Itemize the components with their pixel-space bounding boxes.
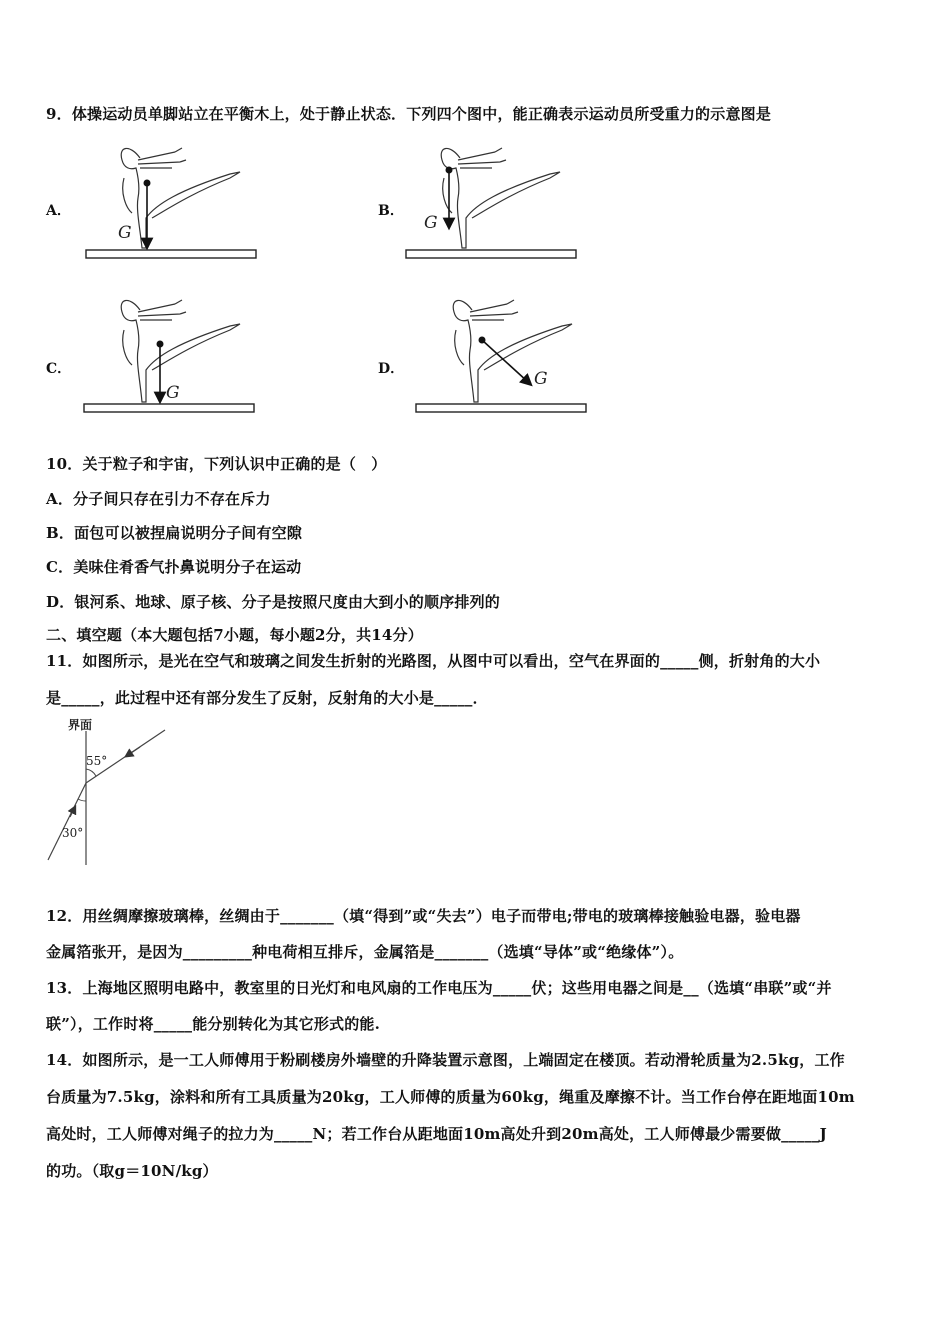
q9-stem: 9．体操运动员单脚站立在平衡木上，处于静止状态．下列四个图中，能正确表示运动员所受重力的示意图是 [46,105,772,123]
q11-line-2: 是_____，此过程中还有部分发生了反射，反射角的大小是_____． [46,689,488,707]
lower-ray [48,783,86,860]
q13-line-2: 联”），工作时将_____能分别转化为其它形式的能. [46,1015,381,1033]
section-heading: 二、填空题（本大题包括7小题，每小题2分，共14分） [46,626,423,644]
q10-option-a: A．分子间只存在引力不存在斥力 [46,490,271,508]
force-label-a: G [118,223,132,243]
angle-55-label: 55° [86,754,108,768]
q10-option-c: C．美味住肴香气扑鼻说明分子在运动 [46,558,302,576]
q14-line-3: 高处时，工人师傅对绳子的拉力为_____N；若工作台从距地面10m高处升到20m高处，工人师傅最少需要做_____J [46,1125,827,1143]
q12-line-2: 金属箔张开，是因为_________种电荷相互排斥，金属箔是_______（选填“导体”或“绝缘体”）。 [46,943,684,961]
gymnast-figure-d [412,290,592,418]
q10-stem: 10．关于粒子和宇宙，下列认识中正确的是（ ） [46,455,387,473]
q9-option-b-label: B． [378,203,404,219]
q9-option-a-label: A． [46,203,71,219]
q9-option-c-label: C． [46,361,72,377]
gymnast-figure-a [80,138,260,263]
q13-line-1: 13．上海地区照明电路中，教室里的日光灯和电风扇的工作电压为_____伏；这些用电器之间是__（选填“串联”或“并 [46,979,832,997]
angle-30-label: 30° [62,826,84,840]
q10-option-b: B．面包可以被捏扁说明分子间有空隙 [46,524,303,542]
balance-beam [86,250,256,258]
force-label-b: G [424,213,438,233]
interface-label: 界面 [68,718,93,732]
force-label-c: G [166,383,180,403]
q9-option-d-label: D． [378,361,405,377]
gymnast-figure-c [80,290,260,418]
q14-line-4: 的功。（取g＝10N/kg） [46,1162,218,1180]
refraction-figure [40,715,180,870]
q14-line-1: 14．如图所示，是一工人师傅用于粉刷楼房外墙壁的升降装置示意图，上端固定在楼顶。若动滑轮质量为2.5kg，工作 [46,1051,845,1069]
q11-line-1: 11．如图所示，是光在空气和玻璃之间发生折射的光路图，从图中可以看出，空气在界面的_____侧，折射角的大小 [46,652,821,670]
gymnast-figure-b [400,138,580,263]
force-label-d: G [534,369,548,389]
q14-line-2: 台质量为7.5kg，涂料和所有工具质量为20kg，工人师傅的质量为60kg，绳重及摩擦不计。当工作台停在距地面10m [46,1088,855,1106]
q12-line-1: 12．用丝绸摩擦玻璃棒，丝绸由于_______（填“得到”或“失去”）电子而带电;带电的玻璃棒接触验电器，验电器 [46,907,801,925]
q10-option-d: D．银河系、地球、原子核、分子是按照尺度由大到小的顺序排列的 [46,593,501,611]
gymnast-silhouette [121,148,240,248]
